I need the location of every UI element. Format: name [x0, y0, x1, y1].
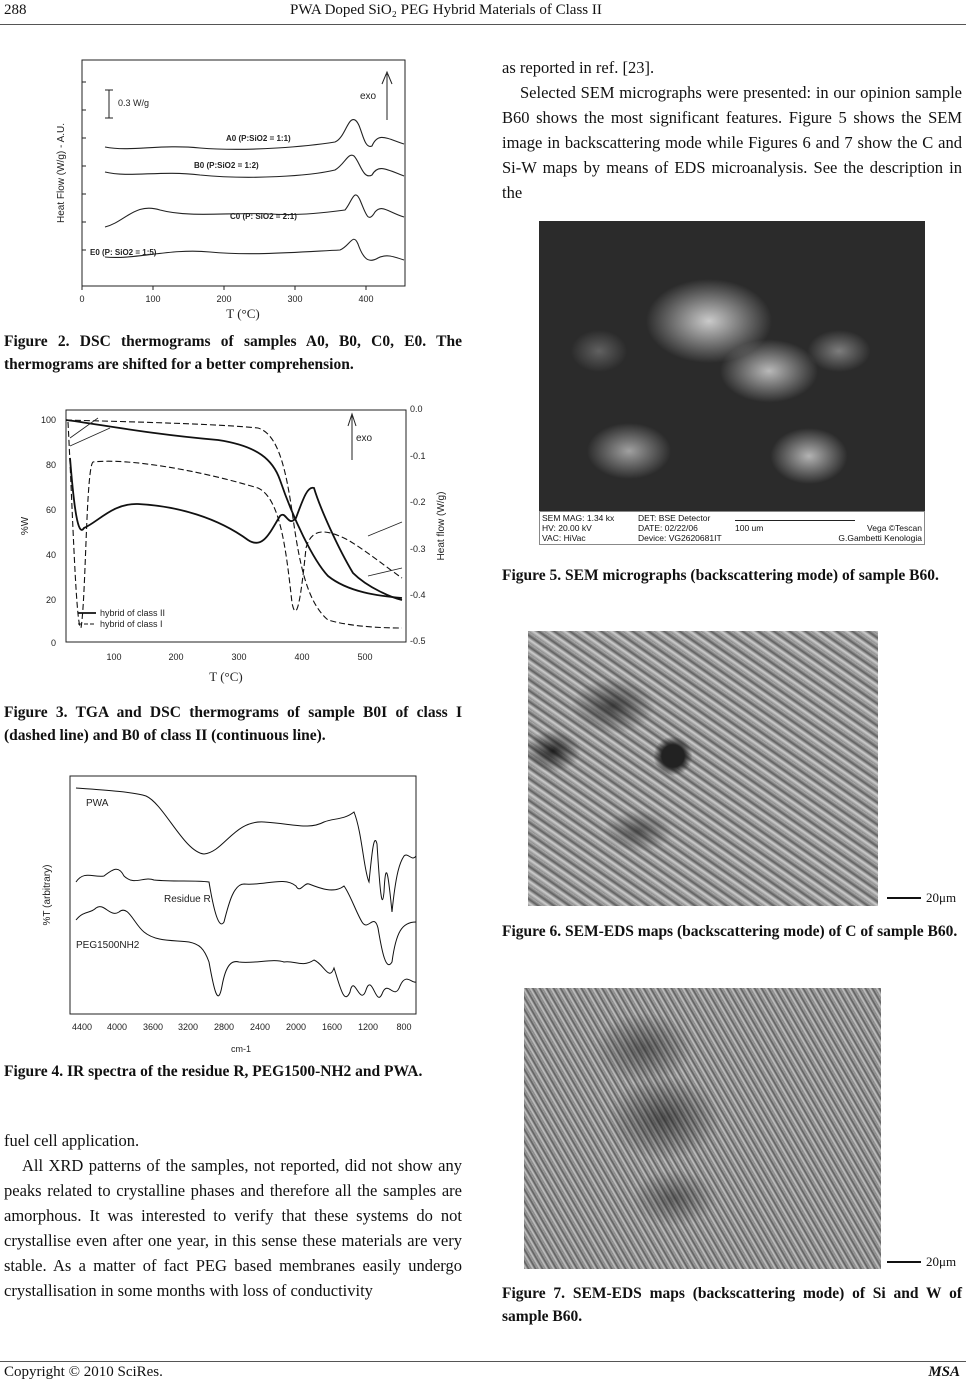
scale-bar [887, 897, 921, 899]
f4-xtick: 2400 [249, 1022, 271, 1032]
sem-det: DET: BSE Detector [638, 513, 711, 523]
f3-ytick-right: -0.5 [410, 636, 426, 646]
figure7-caption: Figure 7. SEM-EDS maps (backscattering mode) of Si and W of sample B60. [502, 1285, 962, 1325]
copyright: Copyright © 2010 SciRes. [4, 1364, 163, 1380]
f2-xtick: 400 [358, 294, 374, 304]
sem-date: DATE: 02/22/06 [638, 523, 698, 533]
footer-rule [0, 1361, 966, 1362]
f3-ytick: 0 [50, 638, 56, 648]
f3-legend-item: hybrid of class I [100, 619, 163, 629]
header-rule [0, 24, 966, 25]
scale-bar [887, 1261, 921, 1263]
f4-ylabel: %T (arbitrary) [42, 864, 53, 926]
f3-ytick: 20 [45, 595, 56, 605]
sem-vendor: Vega ©Tescan [867, 523, 922, 533]
sem-info-bar [539, 511, 925, 545]
f3-xlabel: T (°C) [209, 669, 243, 684]
sem-micrograph [539, 221, 925, 511]
f4-xlabel: cm-1 [231, 1044, 251, 1054]
figure4-caption: Figure 4. IR spectra of the residue R, PEG1500-NH2 and PWA. [4, 1063, 423, 1080]
f4-xtick: 2800 [213, 1022, 235, 1032]
journal-name: MSA [928, 1364, 960, 1380]
f3-ylabel-right: Heat flow (W/g) [436, 491, 447, 561]
f3-ytick-right: -0.3 [410, 544, 426, 554]
f3-xtick: 100 [106, 652, 122, 662]
paragraph: as reported in ref. [23]. [502, 58, 655, 77]
f4-series-label: Residue R [164, 894, 211, 905]
sem-mag: SEM MAG: 1.34 kx [542, 513, 615, 523]
f3-xtick: 300 [231, 652, 247, 662]
f2-scale-label: 0.3 W/g [118, 98, 150, 108]
f2-xtick: 200 [216, 294, 232, 304]
f3-legend-item: hybrid of class II [100, 608, 166, 618]
sem-hv: HV: 20.00 kV [542, 523, 592, 533]
f4-xtick: 3200 [177, 1022, 199, 1032]
sem-scale: 100 um [735, 523, 764, 533]
f3-xtick: 200 [168, 652, 184, 662]
f4-series-label: PWA [86, 798, 109, 809]
scale-label: 20μm [926, 890, 957, 905]
f4-series-label: PEG1500NH2 [76, 940, 140, 951]
eds-map-c [528, 631, 878, 906]
sem-device: Device: VG2620681IT [638, 533, 722, 543]
figure6-caption: Figure 6. SEM-EDS maps (backscattering mode) of C of sample B60. [502, 923, 958, 940]
page-number: 288 [4, 2, 27, 18]
f3-ytick-right: -0.1 [410, 451, 426, 461]
f2-exo-label: exo [360, 91, 377, 102]
f3-ytick-right: -0.4 [410, 590, 426, 600]
figure5-caption: Figure 5. SEM micrographs (backscattering mode) of sample B60. [502, 567, 939, 584]
f2-xtick: 0 [79, 294, 85, 304]
figure3-chart [18, 398, 468, 688]
f3-xtick: 400 [294, 652, 310, 662]
f2-xtick: 300 [287, 294, 303, 304]
f3-ylabel-left: %W [20, 516, 31, 536]
f2-xtick: 100 [145, 294, 161, 304]
f4-xtick: 800 [396, 1022, 412, 1032]
f3-ytick: 60 [45, 505, 56, 515]
figure4-chart [24, 772, 464, 1058]
scale-label: 20μm [926, 1254, 957, 1269]
f2-curve-label: C0 (P: SiO2 = 2:1) [230, 212, 297, 221]
f3-ytick: 80 [45, 460, 56, 470]
paragraph: fuel cell application. [4, 1131, 140, 1150]
sem-operator: G.Gambetti Kenologia [838, 533, 922, 543]
figure2-caption: Figure 2. DSC thermograms of samples A0, B0, C0, E0. The thermograms are shifted for a better comprehension. [4, 333, 462, 373]
f2-curve-label: A0 (P:SiO2 = 1:1) [226, 134, 291, 143]
f3-ytick-right: -0.2 [410, 497, 426, 507]
f3-ytick: 40 [45, 550, 56, 560]
paragraph: Selected SEM micrographs were presented: in our opinion sample B60 shows the most significant features. Figure 5 shows the SEM image in backscattering mode while Figures 6 and 7 show the C and Si-W maps by means of EDS microanalysis. See the description in the [502, 83, 962, 202]
f3-ytick: 100 [40, 415, 56, 425]
f4-xtick: 1600 [321, 1022, 343, 1032]
f2-curve-label: E0 (P: SiO2 = 1:5) [90, 248, 157, 257]
sem-vac: VAC: HiVac [542, 533, 586, 543]
f4-xtick: 4000 [106, 1022, 128, 1032]
figure2-chart [30, 52, 470, 324]
f4-xtick: 3600 [142, 1022, 164, 1032]
right-column-text [502, 55, 962, 205]
running-title: PWA Doped SiO₂ PEG Hybrid Materials of Class II [290, 2, 602, 18]
f4-xtick: 2000 [285, 1022, 307, 1032]
f3-xtick: 500 [357, 652, 373, 662]
paragraph: All XRD patterns of the samples, not reported, did not show any peaks related to crystalline phases and therefore all the samples are amorphous. It was interested to verify that these systems do not crystallise even after one year, in this sense these materials are very stable. As a matter of fact PEG based membranes easily undergo crystallisation in some months with loss of conductivity [4, 1156, 462, 1300]
f3-exo-label: exo [356, 433, 373, 444]
f4-xtick: 1200 [357, 1022, 379, 1032]
f3-ytick-right: 0.0 [410, 404, 423, 414]
f4-xtick: 4400 [71, 1022, 93, 1032]
figure3-caption: Figure 3. TGA and DSC thermograms of sample B0I of class I (dashed line) and B0 of class II (continuous line). [4, 704, 462, 744]
f2-curve-label: B0 (P:SiO2 = 1:2) [194, 161, 259, 170]
f2-ylabel: Heat Flow (W/g) - A.U. [56, 122, 67, 224]
left-column-text [4, 1128, 462, 1303]
eds-map-si-w [524, 988, 881, 1269]
f2-xlabel: T (°C) [226, 306, 260, 321]
